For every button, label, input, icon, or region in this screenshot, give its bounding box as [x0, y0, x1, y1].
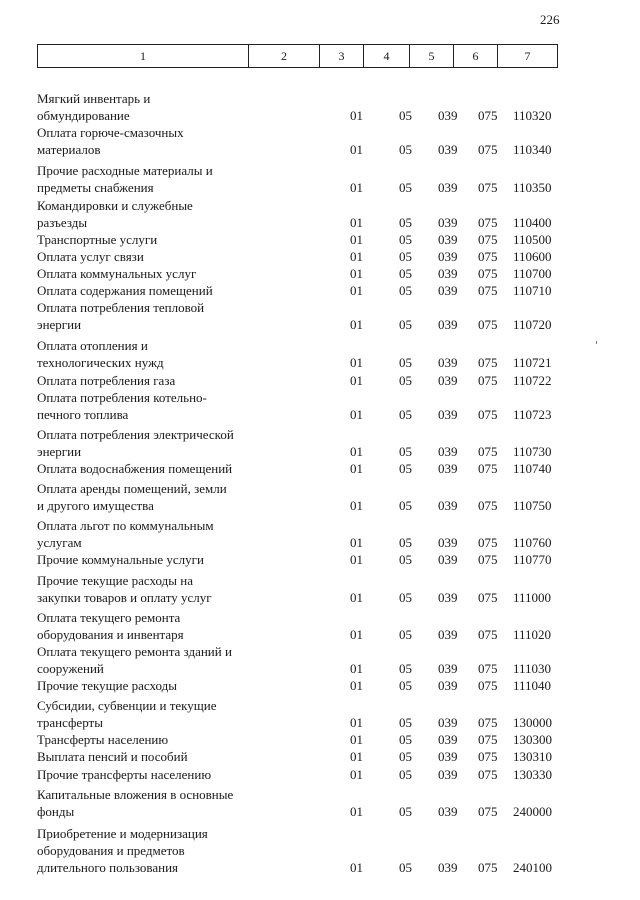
- row-code-col-6: 075: [478, 749, 498, 765]
- row-code-col-6: 075: [478, 460, 498, 476]
- row-code-col-4: 05: [399, 803, 412, 819]
- table-row: [37, 389, 597, 423]
- row-code-col-3: 01: [350, 372, 363, 388]
- row-label: Субсидии, субвенции и текущие трансферты: [37, 698, 217, 731]
- row-code-col-7: 110760: [513, 535, 552, 551]
- row-code-col-3: 01: [350, 443, 363, 459]
- row-code-col-5: 039: [438, 715, 458, 731]
- table-row: [37, 731, 597, 748]
- row-code-col-4: 05: [399, 732, 412, 748]
- row-code-col-5: 039: [438, 108, 458, 124]
- table-row: [37, 460, 597, 477]
- table-row: [37, 372, 597, 389]
- row-code-col-4: 05: [399, 535, 412, 551]
- row-code-col-7: 110350: [513, 180, 552, 196]
- row-code-col-6: 075: [478, 766, 498, 782]
- page-number: 226: [540, 12, 560, 27]
- row-label: Оплата содержания помещений: [37, 283, 213, 299]
- table-row: [37, 231, 597, 248]
- table-row: [37, 517, 597, 551]
- row-code-col-5: 039: [438, 535, 458, 551]
- table-row: [37, 248, 597, 265]
- row-code-col-7: 110750: [513, 498, 552, 514]
- row-code-col-4: 05: [399, 498, 412, 514]
- row-code-col-6: 075: [478, 180, 498, 196]
- row-code-col-6: 075: [478, 498, 498, 514]
- row-code-col-7: 111030: [513, 661, 552, 676]
- row-code-col-6: 075: [478, 317, 498, 333]
- row-code-col-4: 05: [399, 108, 412, 124]
- row-code-col-6: 075: [478, 355, 498, 371]
- row-code-col-7: 110400: [513, 214, 552, 230]
- row-code-col-7: 111040: [513, 678, 552, 694]
- row-code-col-6: 075: [478, 231, 498, 247]
- row-code-col-7: 110500: [513, 231, 552, 247]
- row-code-col-6: 075: [478, 589, 498, 605]
- row-code-col-3: 01: [350, 108, 363, 124]
- row-code-col-3: 01: [350, 589, 363, 605]
- table-row: [37, 299, 597, 333]
- row-code-col-7: 130300: [513, 732, 552, 748]
- row-label: Трансферты населению: [37, 732, 169, 748]
- table-row: [37, 825, 597, 876]
- row-code-col-6: 075: [478, 715, 498, 731]
- column-header-5: 5: [410, 45, 454, 67]
- row-code-col-4: 05: [399, 626, 412, 642]
- table-row: [37, 162, 597, 196]
- row-code-col-3: 01: [350, 803, 363, 819]
- row-code-col-7: 240100: [513, 860, 552, 876]
- table-row: [37, 748, 597, 765]
- column-header-table: [37, 44, 558, 68]
- row-code-col-6: 075: [478, 552, 498, 568]
- row-code-col-5: 039: [438, 180, 458, 196]
- row-code-col-4: 05: [399, 317, 412, 333]
- row-code-col-6: 075: [478, 626, 498, 642]
- row-code-col-7: 111020: [513, 626, 552, 642]
- table-row: [37, 551, 597, 568]
- row-code-col-7: 110740: [513, 460, 552, 476]
- row-code-col-7: 130310: [513, 749, 552, 765]
- row-code-col-3: 01: [350, 283, 363, 299]
- row-code-col-5: 039: [438, 678, 458, 694]
- table-row: [37, 124, 597, 158]
- row-label: Транспортные услуги: [37, 231, 158, 247]
- row-code-col-4: 05: [399, 406, 412, 422]
- row-code-col-3: 01: [350, 317, 363, 333]
- row-label: Командировки и служебные разъезды: [37, 197, 193, 230]
- row-code-col-5: 039: [438, 355, 458, 371]
- column-header-3: 3: [320, 45, 364, 67]
- row-code-col-6: 075: [478, 732, 498, 748]
- table-row: [37, 643, 597, 677]
- row-code-col-4: 05: [399, 460, 412, 476]
- row-code-col-7: 110700: [513, 265, 552, 281]
- row-code-col-5: 039: [438, 460, 458, 476]
- row-code-col-6: 075: [478, 443, 498, 459]
- row-code-col-7: 110770: [513, 552, 552, 568]
- row-code-col-5: 039: [438, 214, 458, 230]
- row-code-col-3: 01: [350, 552, 363, 568]
- table-row: [37, 90, 597, 124]
- table-row: [37, 282, 597, 299]
- table-row: [37, 609, 597, 643]
- row-label: Приобретение и модернизация оборудования и предметов длительного пользования: [37, 825, 208, 876]
- table-row: [37, 197, 597, 231]
- row-label: Оплата потребления газа: [37, 372, 176, 388]
- row-code-col-7: 130330: [513, 766, 552, 782]
- row-code-col-3: 01: [350, 248, 363, 264]
- row-code-col-6: 075: [478, 142, 498, 158]
- row-code-col-6: 075: [478, 283, 498, 299]
- table-row: [37, 572, 597, 606]
- row-code-col-4: 05: [399, 214, 412, 230]
- row-code-col-6: 075: [478, 214, 498, 230]
- row-code-col-4: 05: [399, 661, 412, 676]
- row-code-col-5: 039: [438, 283, 458, 299]
- margin-mark: [596, 341, 597, 344]
- row-code-col-4: 05: [399, 180, 412, 196]
- row-label: Оплата отопления и технологических нужд: [37, 338, 164, 371]
- row-label: Прочие текущие расходы на закупки товаров и оплату услуг: [37, 572, 212, 605]
- row-code-col-4: 05: [399, 860, 412, 876]
- table-row: [37, 480, 597, 514]
- table-row: [37, 697, 597, 731]
- table-row: [37, 677, 597, 694]
- row-code-col-5: 039: [438, 231, 458, 247]
- table-row: [37, 426, 597, 460]
- row-code-col-3: 01: [350, 749, 363, 765]
- row-code-col-7: 110730: [513, 443, 552, 459]
- row-code-col-5: 039: [438, 732, 458, 748]
- row-code-col-5: 039: [438, 589, 458, 605]
- row-code-col-7: 110320: [513, 108, 552, 124]
- row-code-col-3: 01: [350, 406, 363, 422]
- row-code-col-5: 039: [438, 372, 458, 388]
- row-code-col-4: 05: [399, 749, 412, 765]
- row-code-col-5: 039: [438, 265, 458, 281]
- row-code-col-5: 039: [438, 248, 458, 264]
- row-label: Оплата услуг связи: [37, 248, 144, 264]
- row-code-col-6: 075: [478, 803, 498, 819]
- row-code-col-6: 075: [478, 860, 498, 876]
- row-label: Оплата текущего ремонта оборудования и инвентаря: [37, 609, 184, 642]
- budget-rows: [37, 90, 597, 876]
- row-code-col-3: 01: [350, 860, 363, 876]
- row-code-col-5: 039: [438, 142, 458, 158]
- row-label: Оплата потребления тепловой энергии: [37, 300, 205, 333]
- row-code-col-5: 039: [438, 406, 458, 422]
- table-row: [37, 265, 597, 282]
- row-code-col-6: 075: [478, 678, 498, 694]
- row-code-col-7: 240000: [513, 803, 552, 819]
- row-code-col-4: 05: [399, 766, 412, 782]
- row-code-col-6: 075: [478, 108, 498, 124]
- row-code-col-7: 110721: [513, 355, 552, 371]
- row-label: Оплата горюче-смазочных материалов: [37, 125, 184, 158]
- row-code-col-3: 01: [350, 766, 363, 782]
- row-code-col-3: 01: [350, 661, 363, 676]
- row-code-col-4: 05: [399, 678, 412, 694]
- row-label: Оплата льгот по коммунальным услугам: [37, 518, 214, 551]
- row-code-col-6: 075: [478, 265, 498, 281]
- row-code-col-7: 110340: [513, 142, 552, 158]
- row-label: Выплата пенсий и пособий: [37, 749, 188, 765]
- table-row: [37, 786, 597, 820]
- row-code-col-4: 05: [399, 248, 412, 264]
- row-code-col-3: 01: [350, 355, 363, 371]
- row-code-col-5: 039: [438, 749, 458, 765]
- row-code-col-6: 075: [478, 372, 498, 388]
- row-code-col-3: 01: [350, 460, 363, 476]
- column-header-4: 4: [364, 45, 410, 67]
- row-code-col-3: 01: [350, 626, 363, 642]
- table-row: [37, 766, 597, 783]
- row-code-col-3: 01: [350, 180, 363, 196]
- row-code-col-7: 110722: [513, 372, 552, 388]
- column-header-2: 2: [249, 45, 320, 67]
- row-code-col-5: 039: [438, 552, 458, 568]
- row-code-col-5: 039: [438, 317, 458, 333]
- row-code-col-4: 05: [399, 142, 412, 158]
- row-code-col-3: 01: [350, 535, 363, 551]
- table-row: [37, 337, 597, 371]
- row-label: Оплата потребления котельно- печного топлива: [37, 389, 207, 422]
- column-header-6: 6: [454, 45, 498, 67]
- row-code-col-4: 05: [399, 589, 412, 605]
- row-label: Прочие текущие расходы: [37, 678, 177, 694]
- row-code-col-4: 05: [399, 552, 412, 568]
- row-code-col-5: 039: [438, 860, 458, 876]
- row-label: Оплата аренды помещений, земли и другого имущества: [37, 481, 227, 514]
- row-code-col-4: 05: [399, 715, 412, 731]
- row-code-col-6: 075: [478, 248, 498, 264]
- row-code-col-3: 01: [350, 732, 363, 748]
- row-code-col-4: 05: [399, 443, 412, 459]
- row-code-col-6: 075: [478, 406, 498, 422]
- row-code-col-7: 111000: [513, 589, 552, 605]
- row-code-col-4: 05: [399, 283, 412, 299]
- row-code-col-4: 05: [399, 265, 412, 281]
- row-code-col-5: 039: [438, 803, 458, 819]
- row-code-col-4: 05: [399, 231, 412, 247]
- row-code-col-7: 130000: [513, 715, 552, 731]
- row-code-col-5: 039: [438, 443, 458, 459]
- row-code-col-7: 110710: [513, 283, 552, 299]
- row-code-col-5: 039: [438, 626, 458, 642]
- row-code-col-4: 05: [399, 355, 412, 371]
- row-code-col-3: 01: [350, 142, 363, 158]
- row-code-col-5: 039: [438, 766, 458, 782]
- row-code-col-3: 01: [350, 265, 363, 281]
- row-code-col-3: 01: [350, 678, 363, 694]
- row-label: Мягкий инвентарь и обмундирование: [37, 91, 151, 124]
- row-label: Оплата текущего ремонта зданий и сооружений: [37, 643, 232, 676]
- row-label: Оплата потребления электрической энергии: [37, 426, 234, 459]
- column-header-7: 7: [524, 49, 531, 63]
- row-label: Оплата коммунальных услуг: [37, 265, 197, 281]
- row-code-col-3: 01: [350, 715, 363, 731]
- row-code-col-7: 110723: [513, 406, 552, 422]
- row-code-col-7: 110600: [513, 248, 552, 264]
- row-code-col-3: 01: [350, 231, 363, 247]
- row-label: Прочие коммунальные услуги: [37, 552, 204, 568]
- row-code-col-7: 110720: [513, 317, 552, 333]
- row-code-col-6: 075: [478, 535, 498, 551]
- row-code-col-4: 05: [399, 372, 412, 388]
- row-code-col-6: 075: [478, 661, 498, 676]
- row-label: Прочие трансферты населению: [37, 766, 212, 782]
- row-label: Прочие расходные материалы и предметы снабжения: [37, 163, 213, 196]
- row-code-col-3: 01: [350, 498, 363, 514]
- row-code-col-3: 01: [350, 214, 363, 230]
- row-label: Оплата водоснабжения помещений: [37, 460, 233, 476]
- row-label: Капитальные вложения в основные фонды: [37, 786, 234, 819]
- column-header-1: 1: [38, 45, 249, 67]
- row-code-col-5: 039: [438, 661, 458, 676]
- row-code-col-5: 039: [438, 498, 458, 514]
